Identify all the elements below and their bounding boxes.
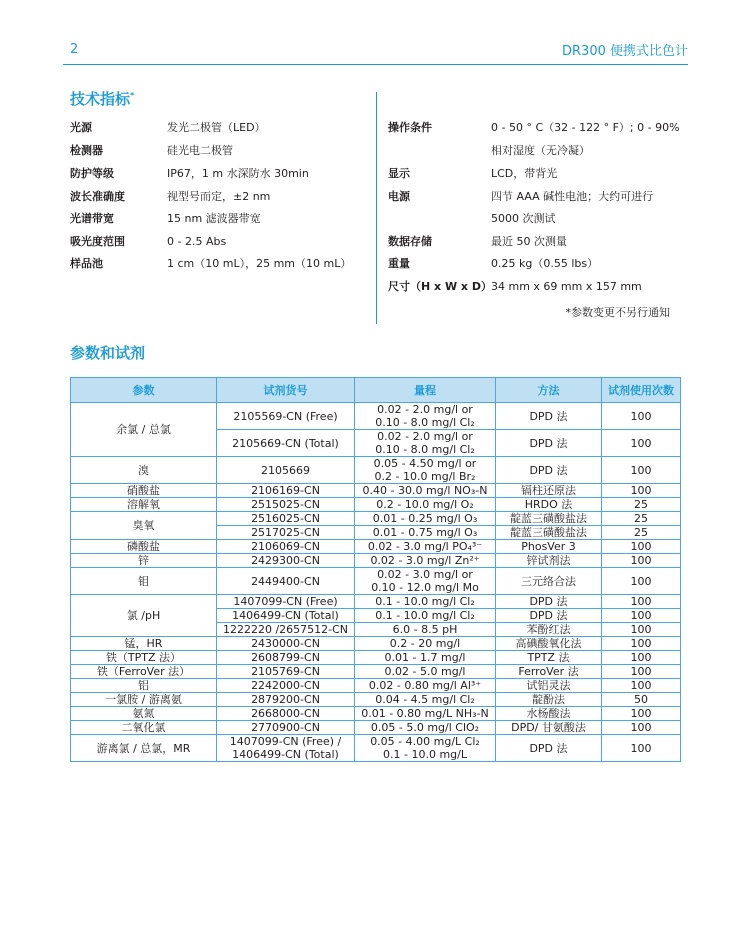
method-cell: 锌试剂法 [496,554,602,568]
param-cell: 锰，HR [71,637,217,651]
count-cell: 100 [602,554,681,568]
reagent-cell: 2515025-CN [217,498,355,512]
table-row [71,484,681,498]
method-cell: 三元络合法 [496,568,602,595]
method-cell: DPD 法 [496,403,602,430]
reagent-cell: 2242000-CN [217,679,355,693]
range-cell: 0.01 - 1.7 mg/l [355,651,496,665]
method-cell: 镉柱还原法 [496,484,602,498]
reagent-cell: 2105769-CN [217,665,355,679]
table-row [71,568,681,595]
reagent-cell: 2105569-CN (Free) [217,403,355,430]
header-method: 方法 [496,378,602,403]
range-cell: 0.01 - 0.75 mg/l O₃ [355,526,496,540]
range-cell: 0.02 - 3.0 mg/l PO₄³⁻ [355,540,496,554]
param-cell: 锌 [71,554,217,568]
table-row [71,665,681,679]
count-cell: 100 [602,707,681,721]
method-cell: 高碘酸氧化法 [496,637,602,651]
column-divider [376,92,377,324]
param-cell: 氨氮 [71,707,217,721]
method-cell: DPD 法 [496,609,602,623]
range-cell: 0.02 - 0.80 mg/l Al³⁺ [355,679,496,693]
range-cell: 0.2 - 10.0 mg/l O₂ [355,498,496,512]
reagent-cell: 2668000-CN [217,707,355,721]
table-row [71,721,681,735]
header-param: 参数 [71,378,217,403]
count-cell: 100 [602,484,681,498]
range-cell: 0.02 - 5.0 mg/l [355,665,496,679]
reagent-cell: 2106069-CN [217,540,355,554]
reagent-cell: 2770900-CN [217,721,355,735]
range-cell: 0.40 - 30.0 mg/l NO₃-N [355,484,496,498]
count-cell: 100 [602,609,681,623]
table-row [71,595,681,609]
range-cell: 0.02 - 2.0 mg/l or 0.10 - 8.0 mg/l Cl₂ [355,403,496,430]
reagent-cell: 2106169-CN [217,484,355,498]
count-cell: 100 [602,623,681,637]
method-cell: 靛蓝三磺酸盐法 [496,512,602,526]
range-cell: 0.1 - 10.0 mg/l Cl₂ [355,595,496,609]
method-cell: 试铝灵法 [496,679,602,693]
range-cell: 0.01 - 0.80 mg/L NH₃-N [355,707,496,721]
method-cell: DPD 法 [496,595,602,609]
param-cell: 硝酸盐 [71,484,217,498]
spec-footnote: *参数变更不另行通知 [565,306,670,319]
count-cell: 25 [602,498,681,512]
count-cell: 25 [602,512,681,526]
table-row [71,554,681,568]
range-cell: 6.0 - 8.5 pH [355,623,496,637]
page-number: 2 [70,42,79,57]
param-cell: 钼 [71,568,217,595]
method-cell: DPD 法 [496,735,602,762]
range-cell: 0.01 - 0.25 mg/l O₃ [355,512,496,526]
count-cell: 50 [602,693,681,707]
param-cell: 溶解氧 [71,498,217,512]
method-cell: DPD 法 [496,430,602,457]
reagent-cell: 2517025-CN [217,526,355,540]
param-cell: 铁（FerroVer 法） [71,665,217,679]
count-cell: 25 [602,526,681,540]
param-cell: 一氯胺 / 游离氨 [71,693,217,707]
count-cell: 100 [602,651,681,665]
document-title: DR300 便携式比色计 [562,44,688,59]
param-cell: 溴 [71,457,217,484]
count-cell: 100 [602,595,681,609]
count-cell: 100 [602,721,681,735]
param-cell: 臭氧 [71,512,217,540]
method-cell: DPD 法 [496,457,602,484]
method-cell: 苯酚红法 [496,623,602,637]
table-row [71,457,681,484]
range-cell: 0.05 - 4.00 mg/L Cl₂ 0.1 - 10.0 mg/L [355,735,496,762]
count-cell: 100 [602,430,681,457]
range-cell: 0.1 - 10.0 mg/l Cl₂ [355,609,496,623]
table-row [71,693,681,707]
table-row [71,637,681,651]
table-row [71,512,681,526]
table-row [71,498,681,512]
table-row [71,651,681,665]
method-cell: 水杨酸法 [496,707,602,721]
count-cell: 100 [602,735,681,762]
count-cell: 100 [602,540,681,554]
reagent-cell: 2608799-CN [217,651,355,665]
table-row [71,540,681,554]
table-row [71,707,681,721]
param-cell: 铁（TPTZ 法） [71,651,217,665]
reagent-cell: 2430000-CN [217,637,355,651]
range-cell: 0.05 - 4.50 mg/l or 0.2 - 10.0 mg/l Br₂ [355,457,496,484]
method-cell: 靛酚法 [496,693,602,707]
tech-specs-heading: 技术指标* [70,90,135,108]
header-reagent: 试剂货号 [217,378,355,403]
range-cell: 0.02 - 3.0 mg/l Zn²⁺ [355,554,496,568]
reagent-cell: 1407099-CN (Free) / 1406499-CN (Total) [217,735,355,762]
params-table [70,377,681,762]
reagent-cell: 1222220 /2657512-CN [217,623,355,637]
range-cell: 0.02 - 2.0 mg/l or 0.10 - 8.0 mg/l Cl₂ [355,430,496,457]
reagent-cell: 2105669-CN (Total) [217,430,355,457]
range-cell: 0.2 - 20 mg/l [355,637,496,651]
reagent-cell: 2429300-CN [217,554,355,568]
reagent-cell: 1407099-CN (Free) [217,595,355,609]
header-range: 量程 [355,378,496,403]
table-row [71,735,681,762]
header-divider [63,64,688,65]
table-row [71,679,681,693]
range-cell: 0.05 - 5.0 mg/l ClO₂ [355,721,496,735]
range-cell: 0.02 - 3.0 mg/l or 0.10 - 12.0 mg/l Mo [355,568,496,595]
count-cell: 100 [602,637,681,651]
count-cell: 100 [602,679,681,693]
header-count: 试剂使用次数 [602,378,681,403]
reagent-cell: 1406499-CN (Total) [217,609,355,623]
reagent-cell: 2879200-CN [217,693,355,707]
method-cell: TPTZ 法 [496,651,602,665]
table-row [71,403,681,430]
method-cell: FerroVer 法 [496,665,602,679]
range-cell: 0.04 - 4.5 mg/l Cl₂ [355,693,496,707]
count-cell: 100 [602,568,681,595]
reagent-cell: 2105669 [217,457,355,484]
method-cell: 靛蓝三磺酸盐法 [496,526,602,540]
count-cell: 100 [602,665,681,679]
table-header-row [71,378,681,403]
param-cell: 余氯 / 总氯 [71,403,217,457]
param-cell: 游离氯 / 总氯，MR [71,735,217,762]
param-cell: 二氧化氯 [71,721,217,735]
params-heading: 参数和试剂 [70,344,146,362]
reagent-cell: 2449400-CN [217,568,355,595]
method-cell: HRDO 法 [496,498,602,512]
method-cell: PhosVer 3 [496,540,602,554]
count-cell: 100 [602,457,681,484]
param-cell: 氯 /pH [71,595,217,637]
param-cell: 磷酸盐 [71,540,217,554]
reagent-cell: 2516025-CN [217,512,355,526]
method-cell: DPD/ 甘氨酸法 [496,721,602,735]
count-cell: 100 [602,403,681,430]
param-cell: 铝 [71,679,217,693]
